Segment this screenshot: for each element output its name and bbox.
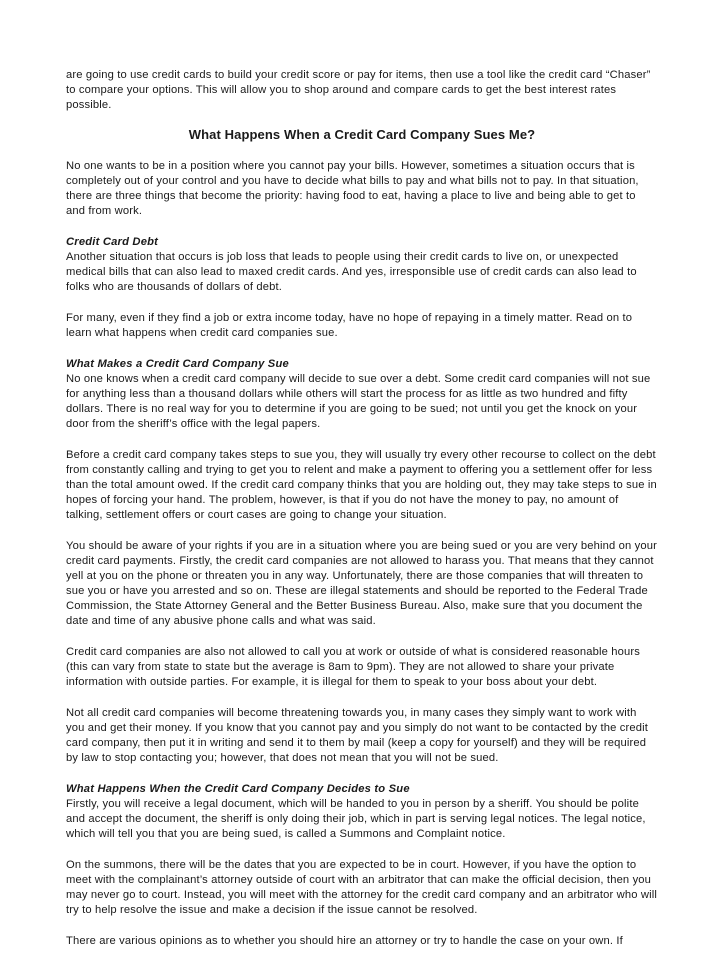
paragraph-bills: No one wants to be in a position where you cannot pay your bills. However, sometimes a situation occurs that is completely out of your control and you have to decide what bills to pay and what bills not to pay. In that situation, there are three things that become the priority: having food to eat, having a place to live and being able to get to and from work. — [66, 160, 639, 217]
section-body: Firstly, you will receive a legal document, which will be handed to you in person by a sheriff. You should be polite and accept the document, the sheriff is only doing their job, which in part is serving legal notices. The legal notice, which will tell you that you are being sued, is called a Summons and Complaint notice. — [66, 798, 646, 840]
paragraph-summons: On the summons, there will be the dates that you are expected to be in court. However, if you have the option to meet with the complainant’s attorney outside of court with an arbitrator that can make the official decision, then you may never go to court. Instead, you will meet with the attorney for the credit card company and an arbitrator who will try to help resolve the issue and make a decision if the issue cannot be resolved. — [66, 859, 658, 916]
section-body: No one knows when a credit card company will decide to sue over a debt. Some credit card companies will not sue for anything less than a thousand dollars while others will start the process for as little as two hundred and fifty dollars. There is no real way for you to determine if you are going to be sued; not until you get the knock on your door from the sheriff’s office with the legal papers. — [66, 373, 651, 430]
section-what-makes-sue — [66, 357, 658, 432]
section-heading: What Makes a Credit Card Company Sue — [66, 358, 289, 370]
section-decides-to-sue — [66, 782, 658, 842]
page-title: What Happens When a Credit Card Company Sues Me? — [188, 127, 536, 142]
section-credit-card-debt — [66, 235, 658, 295]
section-heading: What Happens When the Credit Card Company Decides to Sue — [66, 783, 410, 795]
paragraph-not-threatening: Not all credit card companies will become threatening towards you, in many cases they simply want to work with you and get their money. If you know that you cannot pay and you simply do not want to be contacted by the credit card company, then put it in writing and send it to them by mail (keep a copy for yourself) and they will be required by law to stop contacting you; however, that does not mean that you will not be sued. — [66, 707, 649, 764]
intro-paragraph: are going to use credit cards to build your credit score or pay for items, then use a tool like the credit card “Chaser” to compare your options. This will allow you to shop around and compare cards to get the best interest rates possible. — [66, 69, 651, 111]
paragraph-your-rights: You should be aware of your rights if you are in a situation where you are being sued or you are very behind on your credit card payments. Firstly, the credit card companies are not allowed to harass you. That means that they cannot yell at you on the phone or threaten you in any way. Unfortunately, there are those companies that will threaten to sue you or have you arrested and so on. These are illegal statements and should be reported to the Federal Trade Commission, the State Attorney General and the Better Business Bureau. Also, make sure that you document the date and time of any abusive phone calls and what was said. — [66, 540, 658, 627]
paragraph-before-suing: Before a credit card company takes steps to sue you, they will usually try every other recourse to collect on the debt from constantly calling and trying to get you to relent and make a payment to offering you a settlement offer for less than the total amount owed. If the credit card company thinks that you are holding out, they may take steps to sue in hopes of forcing your hand. The problem, however, is that if you do not have the money to pay, no amount of talking, settlement offers or court cases are going to change your situation. — [66, 449, 657, 521]
section-body: Another situation that occurs is job loss that leads to people using their credit cards to live on, or unexpected medical bills that can also lead to maxed credit cards. And yes, irresponsible use of credit cards can also lead to folks who are thousands of dollars of debt. — [66, 251, 637, 293]
section-heading: Credit Card Debt — [66, 236, 159, 248]
paragraph-calling-hours: Credit card companies are also not allowed to call you at work or outside of what is considered reasonable hours (this can vary from state to state but the average is 8am to 9pm). They are not allowed to share your private information with outside parties. For example, it is illegal for them to speak to your boss about your debt. — [66, 646, 640, 688]
paragraph-repaying: For many, even if they find a job or extra income today, have no hope of repaying in a timely matter. Read on to learn what happens when credit card companies sue. — [66, 312, 633, 339]
document-page — [66, 68, 658, 965]
paragraph-attorney: There are various opinions as to whether you should hire an attorney or try to handle the case on your own. If — [66, 935, 623, 947]
